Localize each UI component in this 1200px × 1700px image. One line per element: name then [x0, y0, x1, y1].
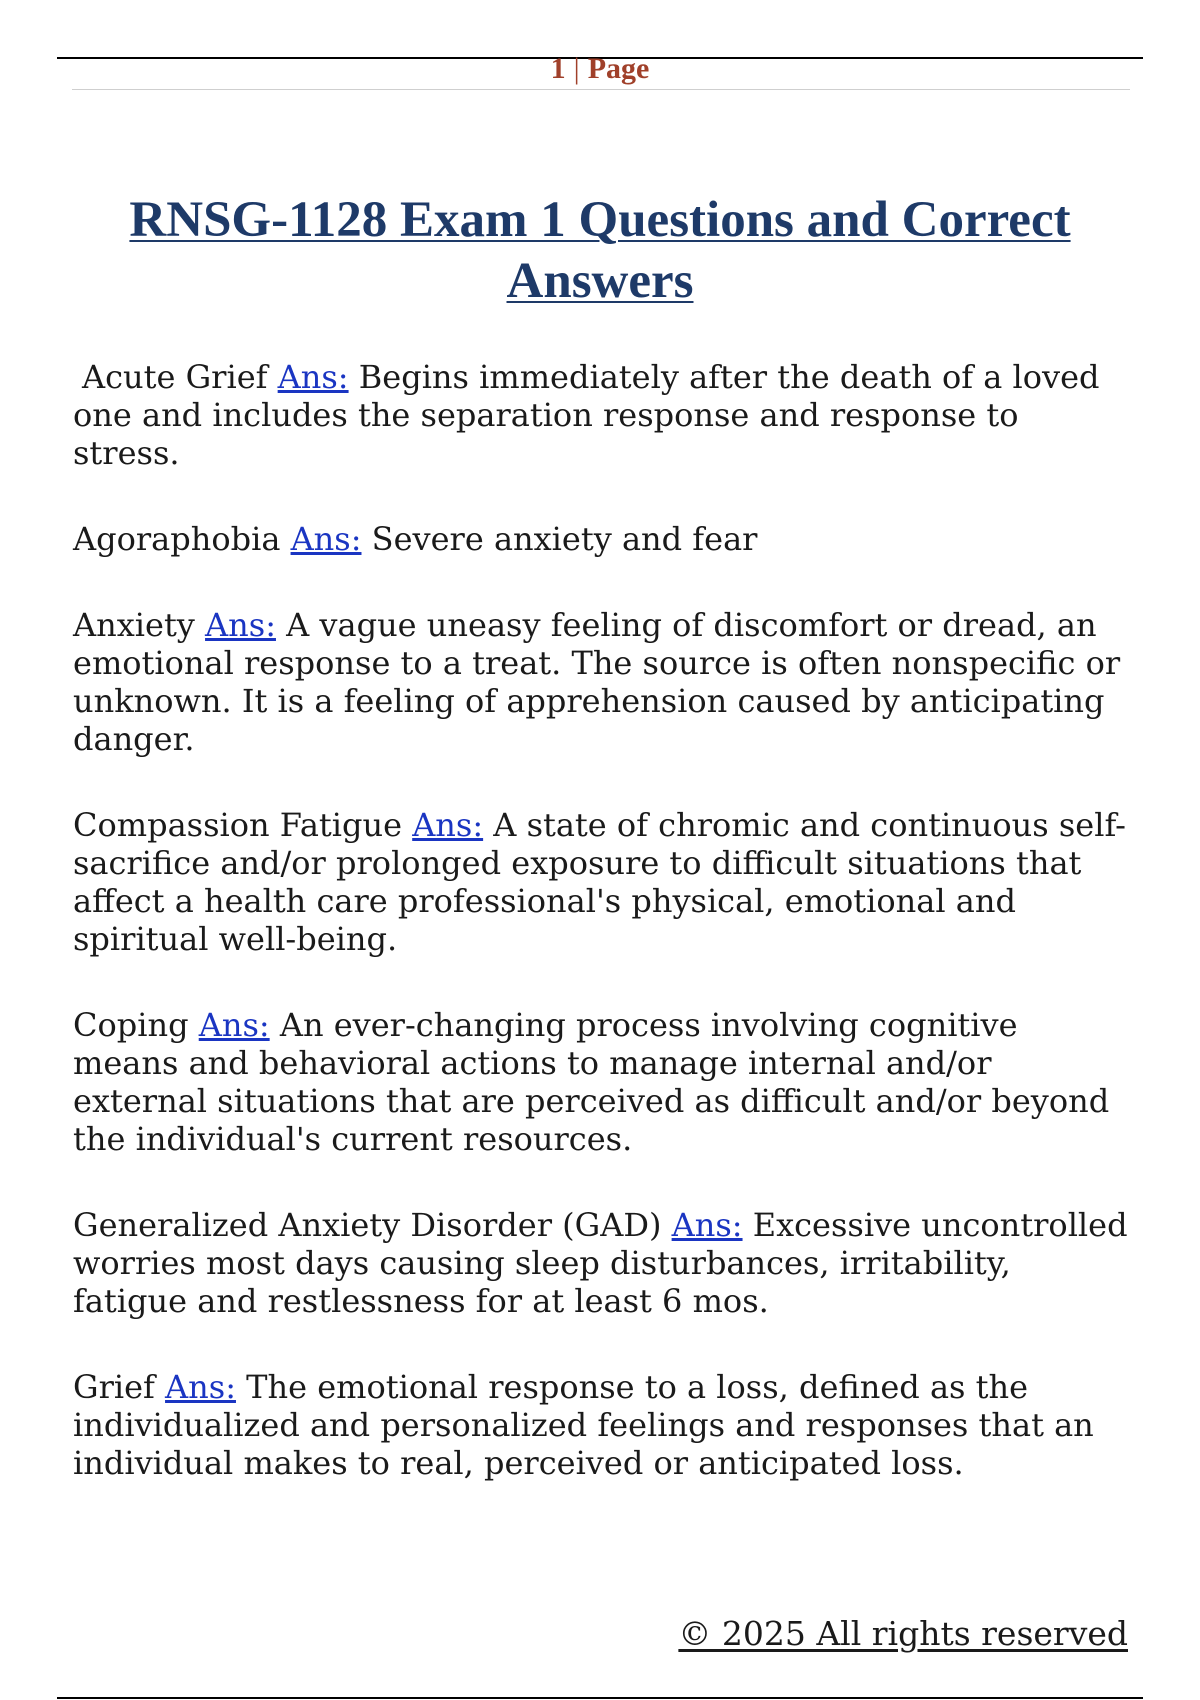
entry-definition: Excessive uncontrolled worries most days causing sleep disturbances, irritability, fatigue and restlessness for at least 6 mos. — [73, 1206, 1128, 1320]
entry-term: Grief — [73, 1368, 155, 1406]
ans-link[interactable]: Ans: — [412, 806, 484, 844]
entry-definition: The emotional response to a loss, defined as the individualized and personalized feelings and responses that an individual makes to real, perceived or anticipated loss. — [73, 1368, 1094, 1482]
qa-entry-coping — [73, 1006, 1133, 1158]
page-number: 1 — [550, 52, 566, 85]
copyright-notice: © 2025 All rights reserved — [678, 1614, 1128, 1653]
entry-definition: A state of chromic and continuous self-sacrifice and/or prolonged exposure to difficult situations that affect a health care professional's physical, emotional and spiritual well-being. — [73, 806, 1126, 958]
entry-term: Acute Grief — [82, 358, 268, 396]
entry-term: Generalized Anxiety Disorder (GAD) — [73, 1206, 662, 1244]
page-separator: | — [573, 52, 580, 85]
entry-term: Compassion Fatigue — [73, 806, 403, 844]
ans-link[interactable]: Ans: — [671, 1206, 743, 1244]
qa-entry-acute-grief — [73, 358, 1133, 472]
entry-term: Coping — [73, 1006, 189, 1044]
page-header — [0, 50, 1200, 88]
qa-entry-agoraphobia — [73, 520, 1133, 558]
page-title-text: RNSG-1128 Exam 1 Questions and Correct Answers — [129, 192, 1071, 309]
qa-entry-gad — [73, 1206, 1133, 1320]
qa-entry-anxiety — [73, 606, 1133, 758]
entry-definition: Severe anxiety and fear — [371, 520, 758, 558]
bottom-rule — [57, 1697, 1143, 1699]
ans-link[interactable]: Ans: — [277, 358, 349, 396]
qa-list — [73, 358, 1133, 1530]
ans-link[interactable]: Ans: — [205, 606, 276, 644]
entry-definition: An ever-changing process involving cognitive means and behavioral actions to manage internal and/or external situations that are perceived as difficult and/or beyond the individual's current resources. — [73, 1006, 1110, 1158]
ans-link[interactable]: Ans: — [290, 520, 362, 558]
ans-link[interactable]: Ans: — [198, 1006, 270, 1044]
header-divider — [72, 89, 1130, 90]
ans-link[interactable]: Ans: — [165, 1368, 236, 1406]
entry-term: Agoraphobia — [73, 520, 281, 558]
entry-definition: A vague uneasy feeling of discomfort or dread, an emotional response to a treat. The source is often nonspecific or unknown. It is a feeling of apprehension caused by anticipating danger. — [73, 606, 1121, 758]
qa-entry-compassion-fatigue — [73, 806, 1133, 958]
page-title — [80, 190, 1120, 312]
qa-entry-grief — [73, 1368, 1133, 1482]
page-word: Page — [587, 52, 650, 85]
entry-term: Anxiety — [73, 606, 195, 644]
entry-definition: Begins immediately after the death of a loved one and includes the separation response and response to stress. — [73, 358, 1100, 472]
